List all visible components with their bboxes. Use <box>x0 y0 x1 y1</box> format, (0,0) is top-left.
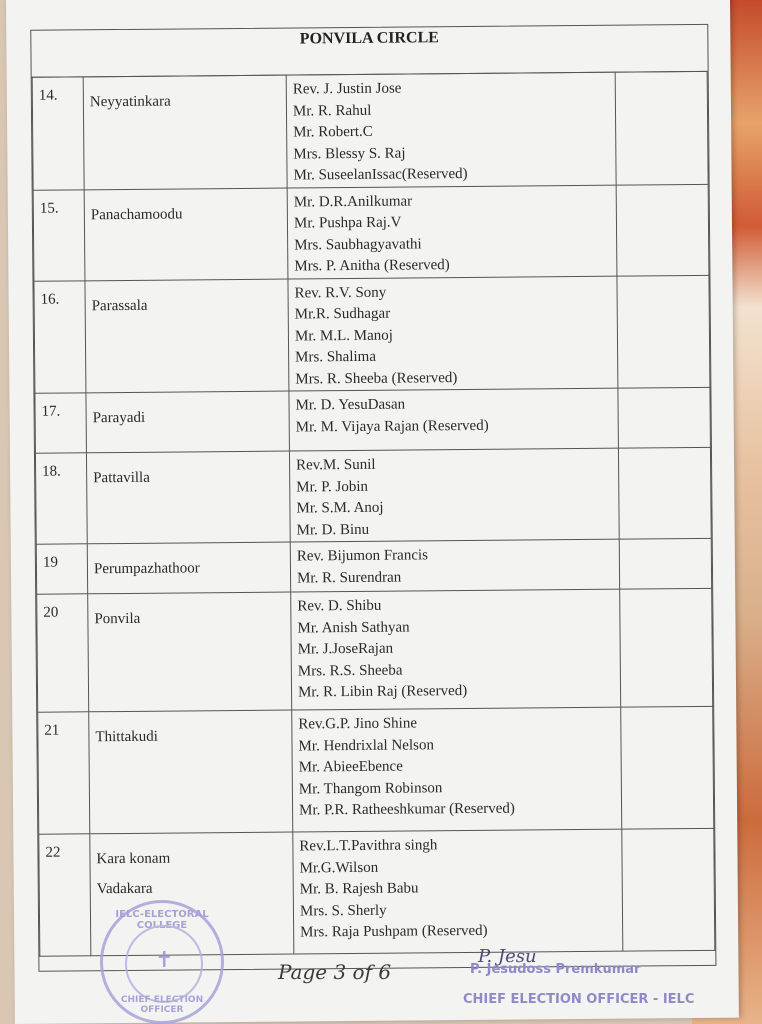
row-number: 22 <box>39 834 91 956</box>
remarks-cell <box>620 588 713 707</box>
member-name: Mr. Anish Sathyan <box>297 619 410 636</box>
member-name: Rev. D. Shibu <box>297 597 382 615</box>
member-names <box>286 72 616 187</box>
member-name: Rev.G.P. Jino Shine <box>298 715 418 733</box>
member-name: Rev.M. Sunil <box>296 456 376 474</box>
row-number: 17. <box>35 393 87 453</box>
member-name: Mr. J.JoseRajan <box>297 640 394 658</box>
table-body <box>32 71 715 956</box>
member-name: Mr. D.R.Anilkumar <box>293 192 413 210</box>
parish-name-line: Neyyatinkara <box>89 93 171 111</box>
member-name: Mr.G.Wilson <box>299 859 379 876</box>
member-names <box>293 829 623 954</box>
table-frame <box>30 24 716 972</box>
member-name: Mr. S.M. Anoj <box>296 499 384 517</box>
remarks-cell <box>622 828 715 951</box>
member-name: Mr.R. Sudhagar <box>294 305 391 323</box>
parish-name-line: Kara konam <box>96 850 171 868</box>
member-names <box>288 276 618 391</box>
member-name: Mr. Pushpa Raj.V <box>293 214 402 232</box>
parish-name-line: Parassala <box>91 297 148 314</box>
remarks-cell <box>616 184 709 276</box>
table-row <box>37 588 713 712</box>
row-number: 19 <box>36 544 87 594</box>
seal-bottom-text: CHIEF ELECTION OFFICER <box>120 995 204 1015</box>
page-title: PONVILA CIRCLE <box>31 25 707 78</box>
member-names <box>289 448 619 542</box>
table-row <box>33 184 709 281</box>
parish-name-line: Thittakudi <box>95 728 159 746</box>
officer-name: P. Jesudoss Premkumar <box>470 962 641 977</box>
remarks-cell <box>615 71 708 184</box>
member-name: Mrs. P. Anitha (Reserved) <box>294 257 450 275</box>
remarks-cell <box>618 447 711 539</box>
table-row <box>34 275 710 393</box>
row-number: 16. <box>34 280 86 393</box>
parish-name <box>84 188 288 281</box>
table-row <box>32 71 708 189</box>
member-name: Rev. Bijumon Francis <box>296 547 429 565</box>
row-number: 20 <box>37 594 89 712</box>
member-name: Mr. Thangom Robinson <box>298 779 443 797</box>
member-name: Mr. P. Jobin <box>296 478 369 495</box>
document-page <box>6 0 739 1024</box>
parish-name <box>86 451 290 544</box>
member-name: Mrs. Raja Pushpam (Reserved) <box>300 922 488 941</box>
member-name: Mr. AbieeEbence <box>298 758 403 776</box>
member-name: Mr. D. Binu <box>296 521 370 538</box>
table-row <box>36 538 711 594</box>
member-name: Rev.L.T.Pavithra singh <box>299 837 438 855</box>
parish-name-line: Ponvila <box>94 610 141 628</box>
member-names <box>291 589 621 710</box>
member-name: Mr. D. YesuDasan <box>295 396 406 414</box>
parish-name <box>88 592 292 712</box>
member-names <box>287 185 617 279</box>
member-name: Mrs. Saubhagyavathi <box>294 235 422 253</box>
member-name: Mrs. R. Sheeba (Reserved) <box>295 369 458 387</box>
parish-name <box>89 710 293 834</box>
parish-name-line: Pattavilla <box>93 469 150 487</box>
row-number: 14. <box>32 77 84 190</box>
row-number: 15. <box>33 189 85 280</box>
row-number: 18. <box>35 453 87 544</box>
member-name: Mr. B. Rajesh Babu <box>299 880 419 898</box>
member-names <box>289 388 619 451</box>
member-name: Rev. J. Justin Jose <box>292 80 402 98</box>
member-name: Mrs. Blessy S. Raj <box>293 145 406 162</box>
member-name: Mr. R. Libin Raj (Reserved) <box>297 683 468 701</box>
parish-name <box>87 542 290 594</box>
member-name: Mr. SuseelanIssac(Reserved) <box>293 165 468 184</box>
remarks-cell <box>617 275 710 388</box>
member-name: Mrs. S. Sherly <box>299 902 387 919</box>
parish-name-line: Perumpazhathoor <box>93 560 200 578</box>
seal-top-text: IELC-ELECTORAL COLLEGE <box>115 909 209 931</box>
parish-name <box>83 75 287 189</box>
member-names <box>292 707 622 832</box>
table-row <box>39 828 715 956</box>
remarks-cell <box>621 706 714 829</box>
member-name: Mr. R. Surendran <box>296 569 402 586</box>
parish-name-line: Parayadi <box>92 409 146 427</box>
member-name: Mr. M. Vijaya Rajan (Reserved) <box>295 417 489 435</box>
member-name: Mr. P.R. Ratheeshkumar (Reserved) <box>299 800 515 819</box>
parish-name <box>90 832 294 956</box>
member-name: Mr. R. Rahul <box>292 102 372 119</box>
member-name: Mr. M.L. Manoj <box>294 327 393 344</box>
table-row <box>35 387 710 453</box>
member-name: Rev. R.V. Sony <box>294 284 387 301</box>
table-row <box>35 447 711 544</box>
parish-name <box>85 279 289 393</box>
signature: P. Jesu <box>478 946 537 967</box>
member-name: Mrs. R.S. Sheeba <box>297 662 403 679</box>
member-name: Mr. Hendrixlal Nelson <box>298 736 434 754</box>
parish-name <box>86 391 290 453</box>
officer-title: CHIEF ELECTION OFFICER - IELC <box>463 992 695 1007</box>
member-name: Mrs. Shalima <box>295 348 377 366</box>
table-row <box>38 706 714 834</box>
member-names <box>290 539 619 592</box>
handwritten-page-note: Page 3 of 6 <box>278 960 392 984</box>
parish-name-line: Vadakara <box>96 880 153 898</box>
member-name: Mr. Robert.C <box>293 123 373 141</box>
remarks-cell <box>618 387 711 448</box>
remarks-cell <box>619 538 711 589</box>
row-number: 21 <box>38 712 90 834</box>
cross-icon: ✝ <box>155 947 174 972</box>
members-table <box>32 71 716 957</box>
parish-name-line: Panachamoodu <box>90 205 183 223</box>
